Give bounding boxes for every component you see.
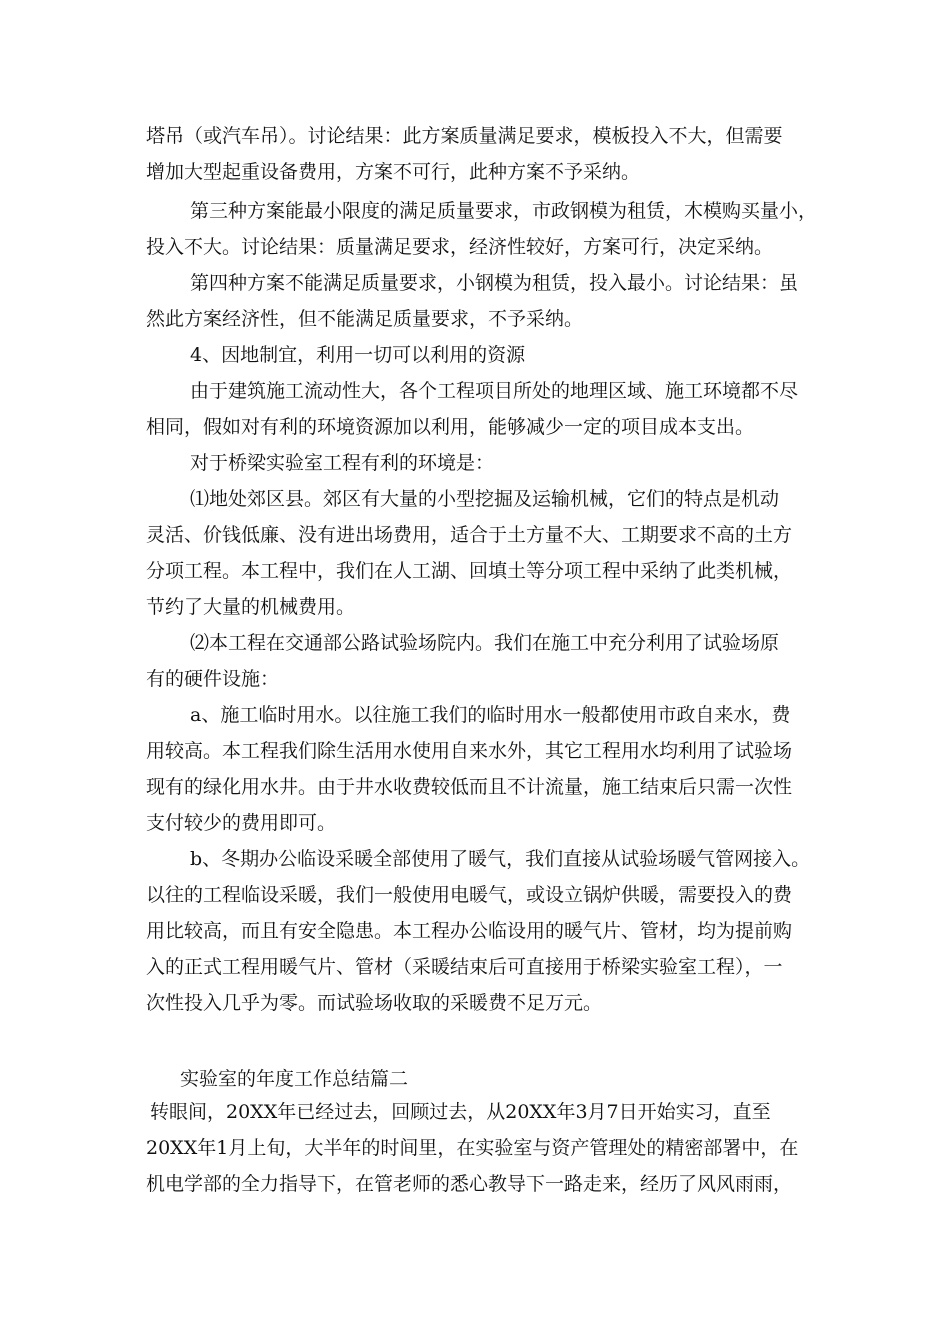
body-text-line: 投入不大。讨论结果：质量满足要求，经济性较好，方案可行，决定采纳。 <box>146 236 774 258</box>
body-text-line: 有的硬件设施： <box>146 668 280 690</box>
body-text-line: 转眼间，20XX年已经过去，回顾过去，从20XX年3月7日开始实习，直至 <box>150 1101 771 1123</box>
body-text-line: b、冬期办公临设采暖全部使用了暖气，我们直接从试验场暖气管网接入。 <box>190 848 811 870</box>
body-text-line: 用较高。本工程我们除生活用水使用自来水外，其它工程用水均利用了试验场 <box>146 740 793 762</box>
body-text-line: 分项工程。本工程中，我们在人工湖、回填土等分项工程中采纳了此类机械， <box>146 560 793 582</box>
body-text-line: 对于桥梁实验室工程有利的环境是： <box>190 452 495 474</box>
body-text-line: ⑴地处郊区县。郊区有大量的小型挖掘及运输机械，它们的特点是机动 <box>190 488 780 510</box>
body-text-line: 现有的绿化用水井。由于井水收费较低而且不计流量，施工结束后只需一次性 <box>146 776 793 798</box>
body-text-line: ⑵本工程在交通部公路试验场院内。我们在施工中充分利用了试验场原 <box>190 632 780 654</box>
body-text-line: 用比较高，而且有安全隐患。本工程办公临设用的暖气片、管材，均为提前购 <box>146 920 793 942</box>
body-text-line: 节约了大量的机械费用。 <box>146 596 356 618</box>
body-text-line: 塔吊（或汽车吊）。讨论结果：此方案质量满足要求，模板投入不大，但需要 <box>146 125 783 147</box>
body-text-line: 增加大型起重设备费用，方案不可行，此种方案不予采纳。 <box>146 161 641 183</box>
body-text-line: 灵活、价钱低廉、没有进出场费用，适合于土方量不大、工期要求不高的土方 <box>146 524 793 546</box>
body-text-line: 次性投入几乎为零。而试验场收取的采暖费不足万元。 <box>146 992 603 1014</box>
section-title: 实验室的年度工作总结篇二 <box>180 1068 409 1090</box>
body-text-line: 第四种方案不能满足质量要求，小钢模为租赁，投入最小。讨论结果：虽 <box>190 272 799 294</box>
body-text-line: 入的正式工程用暖气片、管材（采暖结束后可直接用于桥梁实验室工程），一 <box>146 956 783 978</box>
body-text-line: 支付较少的费用即可。 <box>146 812 337 834</box>
body-text-line: 由于建筑施工流动性大，各个工程项目所处的地理区域、施工环境都不尽 <box>190 380 799 402</box>
body-text-line: 相同，假如对有利的环境资源加以利用，能够减少一定的项目成本支出。 <box>146 416 755 438</box>
body-text-line: 机电学部的全力指导下，在管老师的悉心教导下一路走来，经历了风风雨雨， <box>146 1173 793 1195</box>
body-text-line: 第三种方案能最小限度的满足质量要求，市政钢模为租赁，木模购买量小， <box>190 200 818 222</box>
section-heading: 4、因地制宜，利用一切可以利用的资源 <box>190 344 526 366</box>
body-text-line: 以往的工程临设采暖，我们一般使用电暖气，或设立锅炉供暖，需要投入的费 <box>146 884 793 906</box>
body-text-line: 然此方案经济性，但不能满足质量要求，不予采纳。 <box>146 308 584 330</box>
body-text-line: a、施工临时用水。以往施工我们的临时用水一般都使用市政自来水，费 <box>190 704 791 726</box>
body-text-line: 20XX年1月上旬，大半年的时间里，在实验室与资产管理处的精密部署中，在 <box>146 1137 799 1159</box>
